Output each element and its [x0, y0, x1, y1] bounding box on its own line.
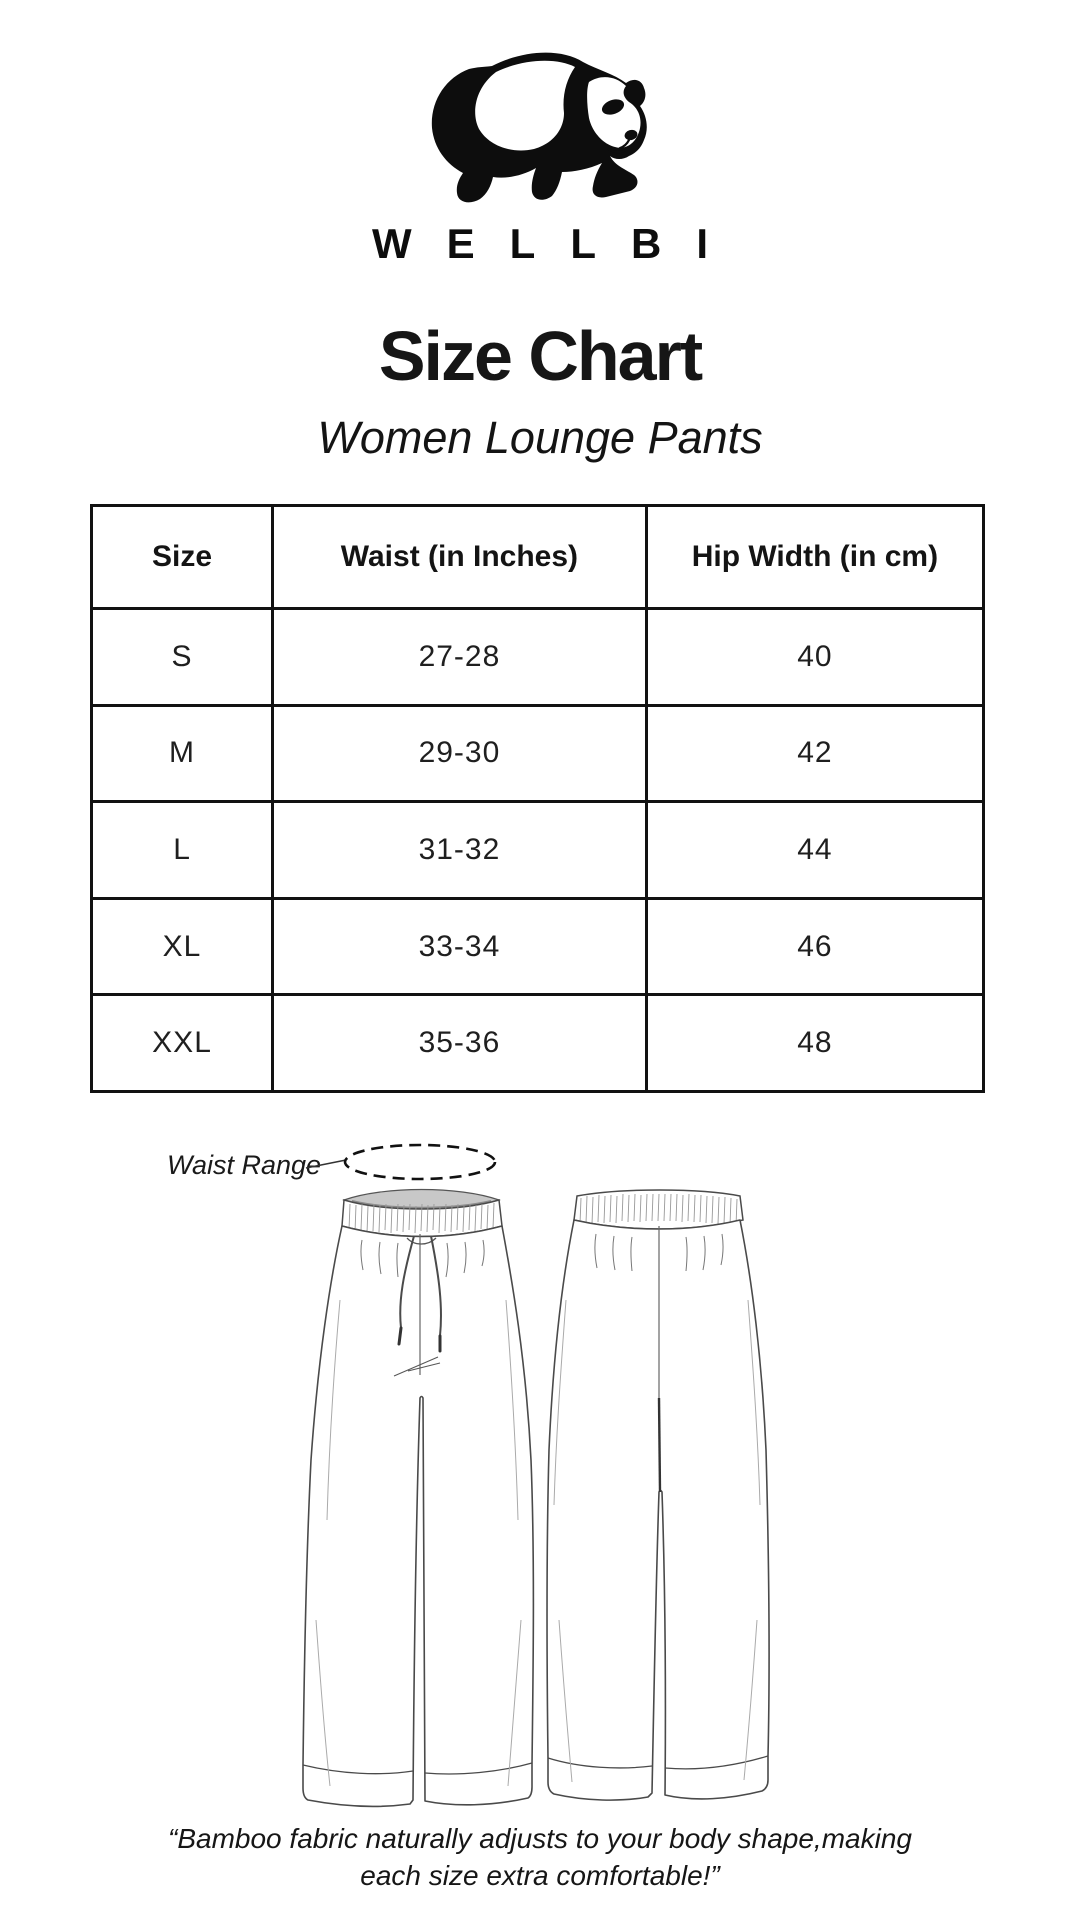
column-header-size: Size	[92, 506, 273, 609]
table-row	[92, 609, 984, 706]
brand-name: WELLBI	[372, 220, 743, 267]
hip-cell: 44	[646, 802, 983, 899]
hip-cell: 42	[646, 705, 983, 802]
waist-cell: 29-30	[273, 705, 647, 802]
waist-cell: 27-28	[273, 609, 647, 706]
waist-range-label: Waist Range	[167, 1150, 322, 1180]
waist-cell: 33-34	[273, 898, 647, 995]
hip-cell: 40	[646, 609, 983, 706]
page-title: Size Chart	[378, 317, 702, 395]
table-row	[92, 705, 984, 802]
column-header-hip: Hip Width (in cm)	[646, 506, 983, 609]
size-table-header-row	[92, 506, 984, 609]
size-table	[90, 504, 985, 1093]
front-legs-outline	[303, 1226, 533, 1806]
annotation-leader-line	[306, 1160, 346, 1168]
column-header-waist: Waist (in Inches)	[273, 506, 647, 609]
quote-line-1: “Bamboo fabric naturally adjusts to your body shape,making	[168, 1823, 912, 1854]
table-row	[92, 802, 984, 899]
waist-cell: 35-36	[273, 995, 647, 1092]
size-cell: M	[92, 705, 273, 802]
hip-cell: 46	[646, 898, 983, 995]
waist-range-ellipse	[345, 1145, 495, 1179]
hip-cell: 48	[646, 995, 983, 1092]
size-cell: XXL	[92, 995, 273, 1092]
back-crotch-seam	[659, 1398, 660, 1492]
footer-quote	[0, 1820, 1080, 1894]
size-cell: XL	[92, 898, 273, 995]
table-row	[92, 898, 984, 995]
pants-technical-drawing	[140, 1128, 910, 1820]
size-cell: S	[92, 609, 273, 706]
product-subtitle: Women Lounge Pants	[317, 412, 763, 463]
panda-logo-icon	[395, 36, 685, 211]
size-cell: L	[92, 802, 273, 899]
back-legs-outline	[547, 1220, 769, 1800]
quote-line-2: each size extra comfortable!”	[360, 1860, 720, 1891]
waist-cell: 31-32	[273, 802, 647, 899]
pants-front-view	[303, 1190, 533, 1807]
table-row	[92, 995, 984, 1092]
pants-back-view	[547, 1190, 769, 1800]
